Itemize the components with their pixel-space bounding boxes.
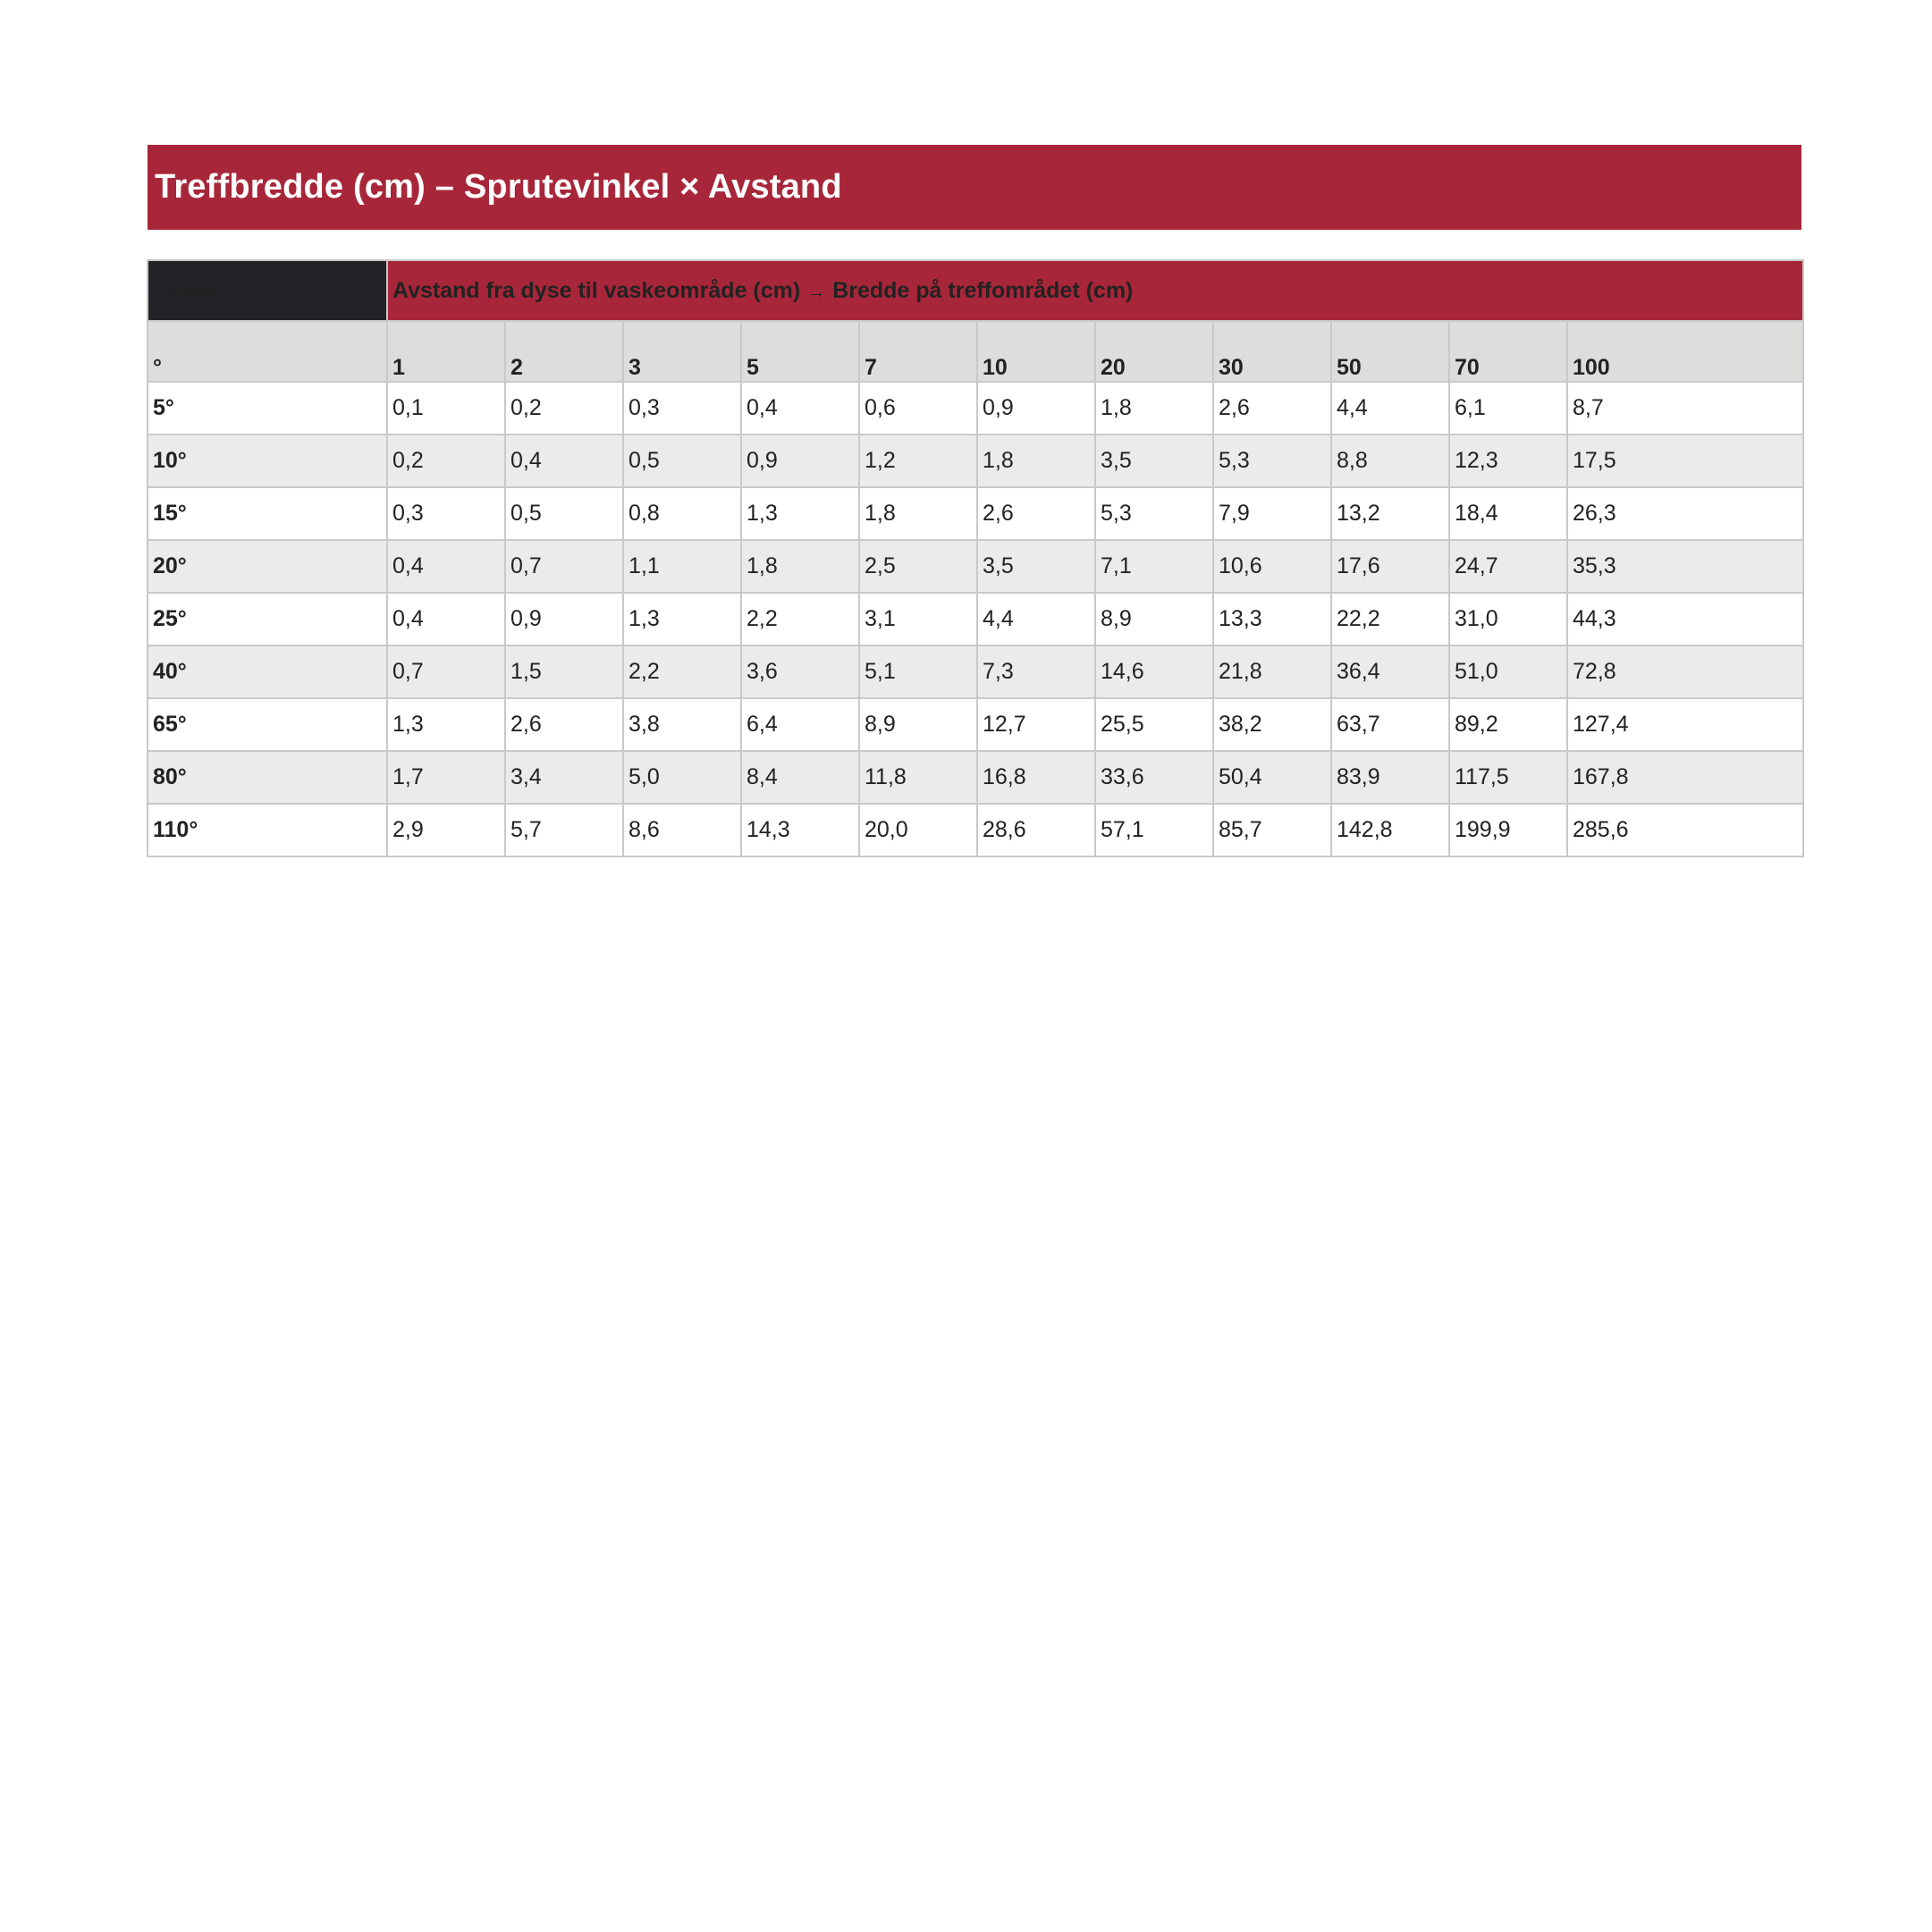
width-value-cell: 14,3 — [741, 804, 859, 856]
width-value-cell: 0,4 — [741, 382, 859, 434]
width-value-cell: 0,3 — [623, 382, 741, 434]
width-value-cell: 3,5 — [977, 540, 1095, 593]
width-value-cell: 0,8 — [623, 487, 741, 540]
angle-cell: 20° — [148, 540, 387, 593]
width-value-cell: 89,2 — [1449, 698, 1567, 751]
width-value-cell: 3,4 — [505, 751, 623, 804]
width-value-cell: 1,8 — [1095, 382, 1213, 434]
distance-value-header: 100 — [1567, 321, 1803, 382]
width-value-cell: 0,6 — [859, 382, 977, 434]
width-value-cell: 8,7 — [1567, 382, 1803, 434]
width-value-cell: 2,5 — [859, 540, 977, 593]
width-value-cell: 10,6 — [1213, 540, 1331, 593]
width-value-cell: 3,6 — [741, 645, 859, 698]
width-value-cell: 24,7 — [1449, 540, 1567, 593]
width-value-cell: 72,8 — [1567, 645, 1803, 698]
distance-value-header: 5 — [741, 321, 859, 382]
table-row — [148, 698, 1803, 751]
width-value-cell: 6,4 — [741, 698, 859, 751]
width-value-cell: 7,9 — [1213, 487, 1331, 540]
width-value-cell: 17,5 — [1567, 434, 1803, 487]
table-row — [148, 487, 1803, 540]
width-value-cell: 0,9 — [505, 593, 623, 645]
width-value-cell: 0,4 — [387, 593, 505, 645]
angle-cell: 10° — [148, 434, 387, 487]
width-value-cell: 167,8 — [1567, 751, 1803, 804]
width-value-cell: 5,7 — [505, 804, 623, 856]
table-row — [148, 804, 1803, 856]
angle-cell: 110° — [148, 804, 387, 856]
width-value-cell: 50,4 — [1213, 751, 1331, 804]
width-value-cell: 13,3 — [1213, 593, 1331, 645]
width-value-cell: 44,3 — [1567, 593, 1803, 645]
angle-cell: 5° — [148, 382, 387, 434]
distance-value-header: 2 — [505, 321, 623, 382]
width-value-cell: 1,3 — [623, 593, 741, 645]
angle-cell: 25° — [148, 593, 387, 645]
table-row — [148, 593, 1803, 645]
width-value-cell: 5,0 — [623, 751, 741, 804]
width-value-cell: 199,9 — [1449, 804, 1567, 856]
width-value-cell: 12,3 — [1449, 434, 1567, 487]
width-value-cell: 4,4 — [1331, 382, 1449, 434]
width-value-cell: 4,4 — [977, 593, 1095, 645]
distance-value-header: 10 — [977, 321, 1095, 382]
width-value-cell: 0,9 — [977, 382, 1095, 434]
width-value-cell: 0,2 — [387, 434, 505, 487]
width-value-cell: 0,7 — [505, 540, 623, 593]
width-value-cell: 0,7 — [387, 645, 505, 698]
distance-value-header: 1 — [387, 321, 505, 382]
table-body — [148, 382, 1803, 856]
width-label: Bredde på treffområdet (cm) — [832, 277, 1134, 303]
width-value-cell: 26,3 — [1567, 487, 1803, 540]
width-value-cell: 8,4 — [741, 751, 859, 804]
width-value-cell: 1,5 — [505, 645, 623, 698]
width-value-cell: 0,5 — [505, 487, 623, 540]
width-value-cell: 8,8 — [1331, 434, 1449, 487]
width-value-cell: 1,3 — [741, 487, 859, 540]
width-value-cell: 0,2 — [505, 382, 623, 434]
width-value-cell: 83,9 — [1331, 751, 1449, 804]
width-value-cell: 13,2 — [1331, 487, 1449, 540]
table-row — [148, 645, 1803, 698]
width-value-cell: 38,2 — [1213, 698, 1331, 751]
distance-value-header: 7 — [859, 321, 977, 382]
angle-cell: 65° — [148, 698, 387, 751]
width-value-cell: 3,1 — [859, 593, 977, 645]
width-value-cell: 0,5 — [623, 434, 741, 487]
width-value-cell: 142,8 — [1331, 804, 1449, 856]
width-value-cell: 5,3 — [1095, 487, 1213, 540]
width-value-cell: 1,3 — [387, 698, 505, 751]
table-row — [148, 751, 1803, 804]
width-value-cell: 3,5 — [1095, 434, 1213, 487]
width-value-cell: 3,8 — [623, 698, 741, 751]
arrow-right-icon: → — [807, 282, 826, 302]
distance-value-header: 30 — [1213, 321, 1331, 382]
angle-cell: 15° — [148, 487, 387, 540]
width-value-cell: 117,5 — [1449, 751, 1567, 804]
width-value-cell: 31,0 — [1449, 593, 1567, 645]
width-value-cell: 51,0 — [1449, 645, 1567, 698]
width-value-cell: 0,9 — [741, 434, 859, 487]
width-value-cell: 1,1 — [623, 540, 741, 593]
width-value-cell: 12,7 — [977, 698, 1095, 751]
width-value-cell: 2,6 — [1213, 382, 1331, 434]
table-row — [148, 434, 1803, 487]
width-value-cell: 36,4 — [1331, 645, 1449, 698]
width-value-cell: 20,0 — [859, 804, 977, 856]
width-value-cell: 8,9 — [859, 698, 977, 751]
width-value-cell: 21,8 — [1213, 645, 1331, 698]
width-value-cell: 2,6 — [977, 487, 1095, 540]
width-value-cell: 18,4 — [1449, 487, 1567, 540]
width-value-cell: 127,4 — [1567, 698, 1803, 751]
title-bar — [148, 145, 1801, 230]
width-value-cell: 1,7 — [387, 751, 505, 804]
angle-header: Vinkel — [148, 260, 387, 321]
width-value-cell: 2,9 — [387, 804, 505, 856]
width-value-cell: 2,2 — [741, 593, 859, 645]
width-value-cell: 57,1 — [1095, 804, 1213, 856]
width-value-cell: 0,4 — [505, 434, 623, 487]
width-value-cell: 2,6 — [505, 698, 623, 751]
table-row — [148, 540, 1803, 593]
distance-label: Avstand fra dyse til vaskeområde (cm) — [392, 277, 801, 303]
width-value-cell: 5,3 — [1213, 434, 1331, 487]
spray-width-table — [147, 259, 1804, 857]
width-value-cell: 1,8 — [977, 434, 1095, 487]
distance-value-header: 3 — [623, 321, 741, 382]
distance-value-header: 70 — [1449, 321, 1567, 382]
width-value-cell: 14,6 — [1095, 645, 1213, 698]
distance-values-row — [148, 321, 1803, 382]
width-value-cell: 63,7 — [1331, 698, 1449, 751]
width-value-cell: 28,6 — [977, 804, 1095, 856]
width-value-cell: 33,6 — [1095, 751, 1213, 804]
width-value-cell: 0,3 — [387, 487, 505, 540]
distance-value-header: 20 — [1095, 321, 1213, 382]
width-value-cell: 85,7 — [1213, 804, 1331, 856]
width-value-cell: 7,1 — [1095, 540, 1213, 593]
width-value-cell: 22,2 — [1331, 593, 1449, 645]
width-value-cell: 1,2 — [859, 434, 977, 487]
width-value-cell: 285,6 — [1567, 804, 1803, 856]
width-value-cell: 0,4 — [387, 540, 505, 593]
unit-cell: ° — [148, 321, 387, 382]
width-value-cell: 25,5 — [1095, 698, 1213, 751]
page-title: Treffbredde (cm) – Sprutevinkel × Avstand — [155, 168, 842, 206]
width-value-cell: 17,6 — [1331, 540, 1449, 593]
width-value-cell: 1,8 — [859, 487, 977, 540]
width-value-cell: 1,8 — [741, 540, 859, 593]
width-value-cell: 35,3 — [1567, 540, 1803, 593]
width-value-cell: 8,6 — [623, 804, 741, 856]
angle-cell: 80° — [148, 751, 387, 804]
table-row — [148, 382, 1803, 434]
angle-cell: 40° — [148, 645, 387, 698]
distance-header — [387, 260, 1803, 321]
width-value-cell: 5,1 — [859, 645, 977, 698]
width-value-cell: 11,8 — [859, 751, 977, 804]
width-value-cell: 0,1 — [387, 382, 505, 434]
width-value-cell: 6,1 — [1449, 382, 1567, 434]
width-value-cell: 2,2 — [623, 645, 741, 698]
width-value-cell: 7,3 — [977, 645, 1095, 698]
width-value-cell: 16,8 — [977, 751, 1095, 804]
distance-value-header: 50 — [1331, 321, 1449, 382]
header-row — [148, 260, 1803, 321]
width-value-cell: 8,9 — [1095, 593, 1213, 645]
